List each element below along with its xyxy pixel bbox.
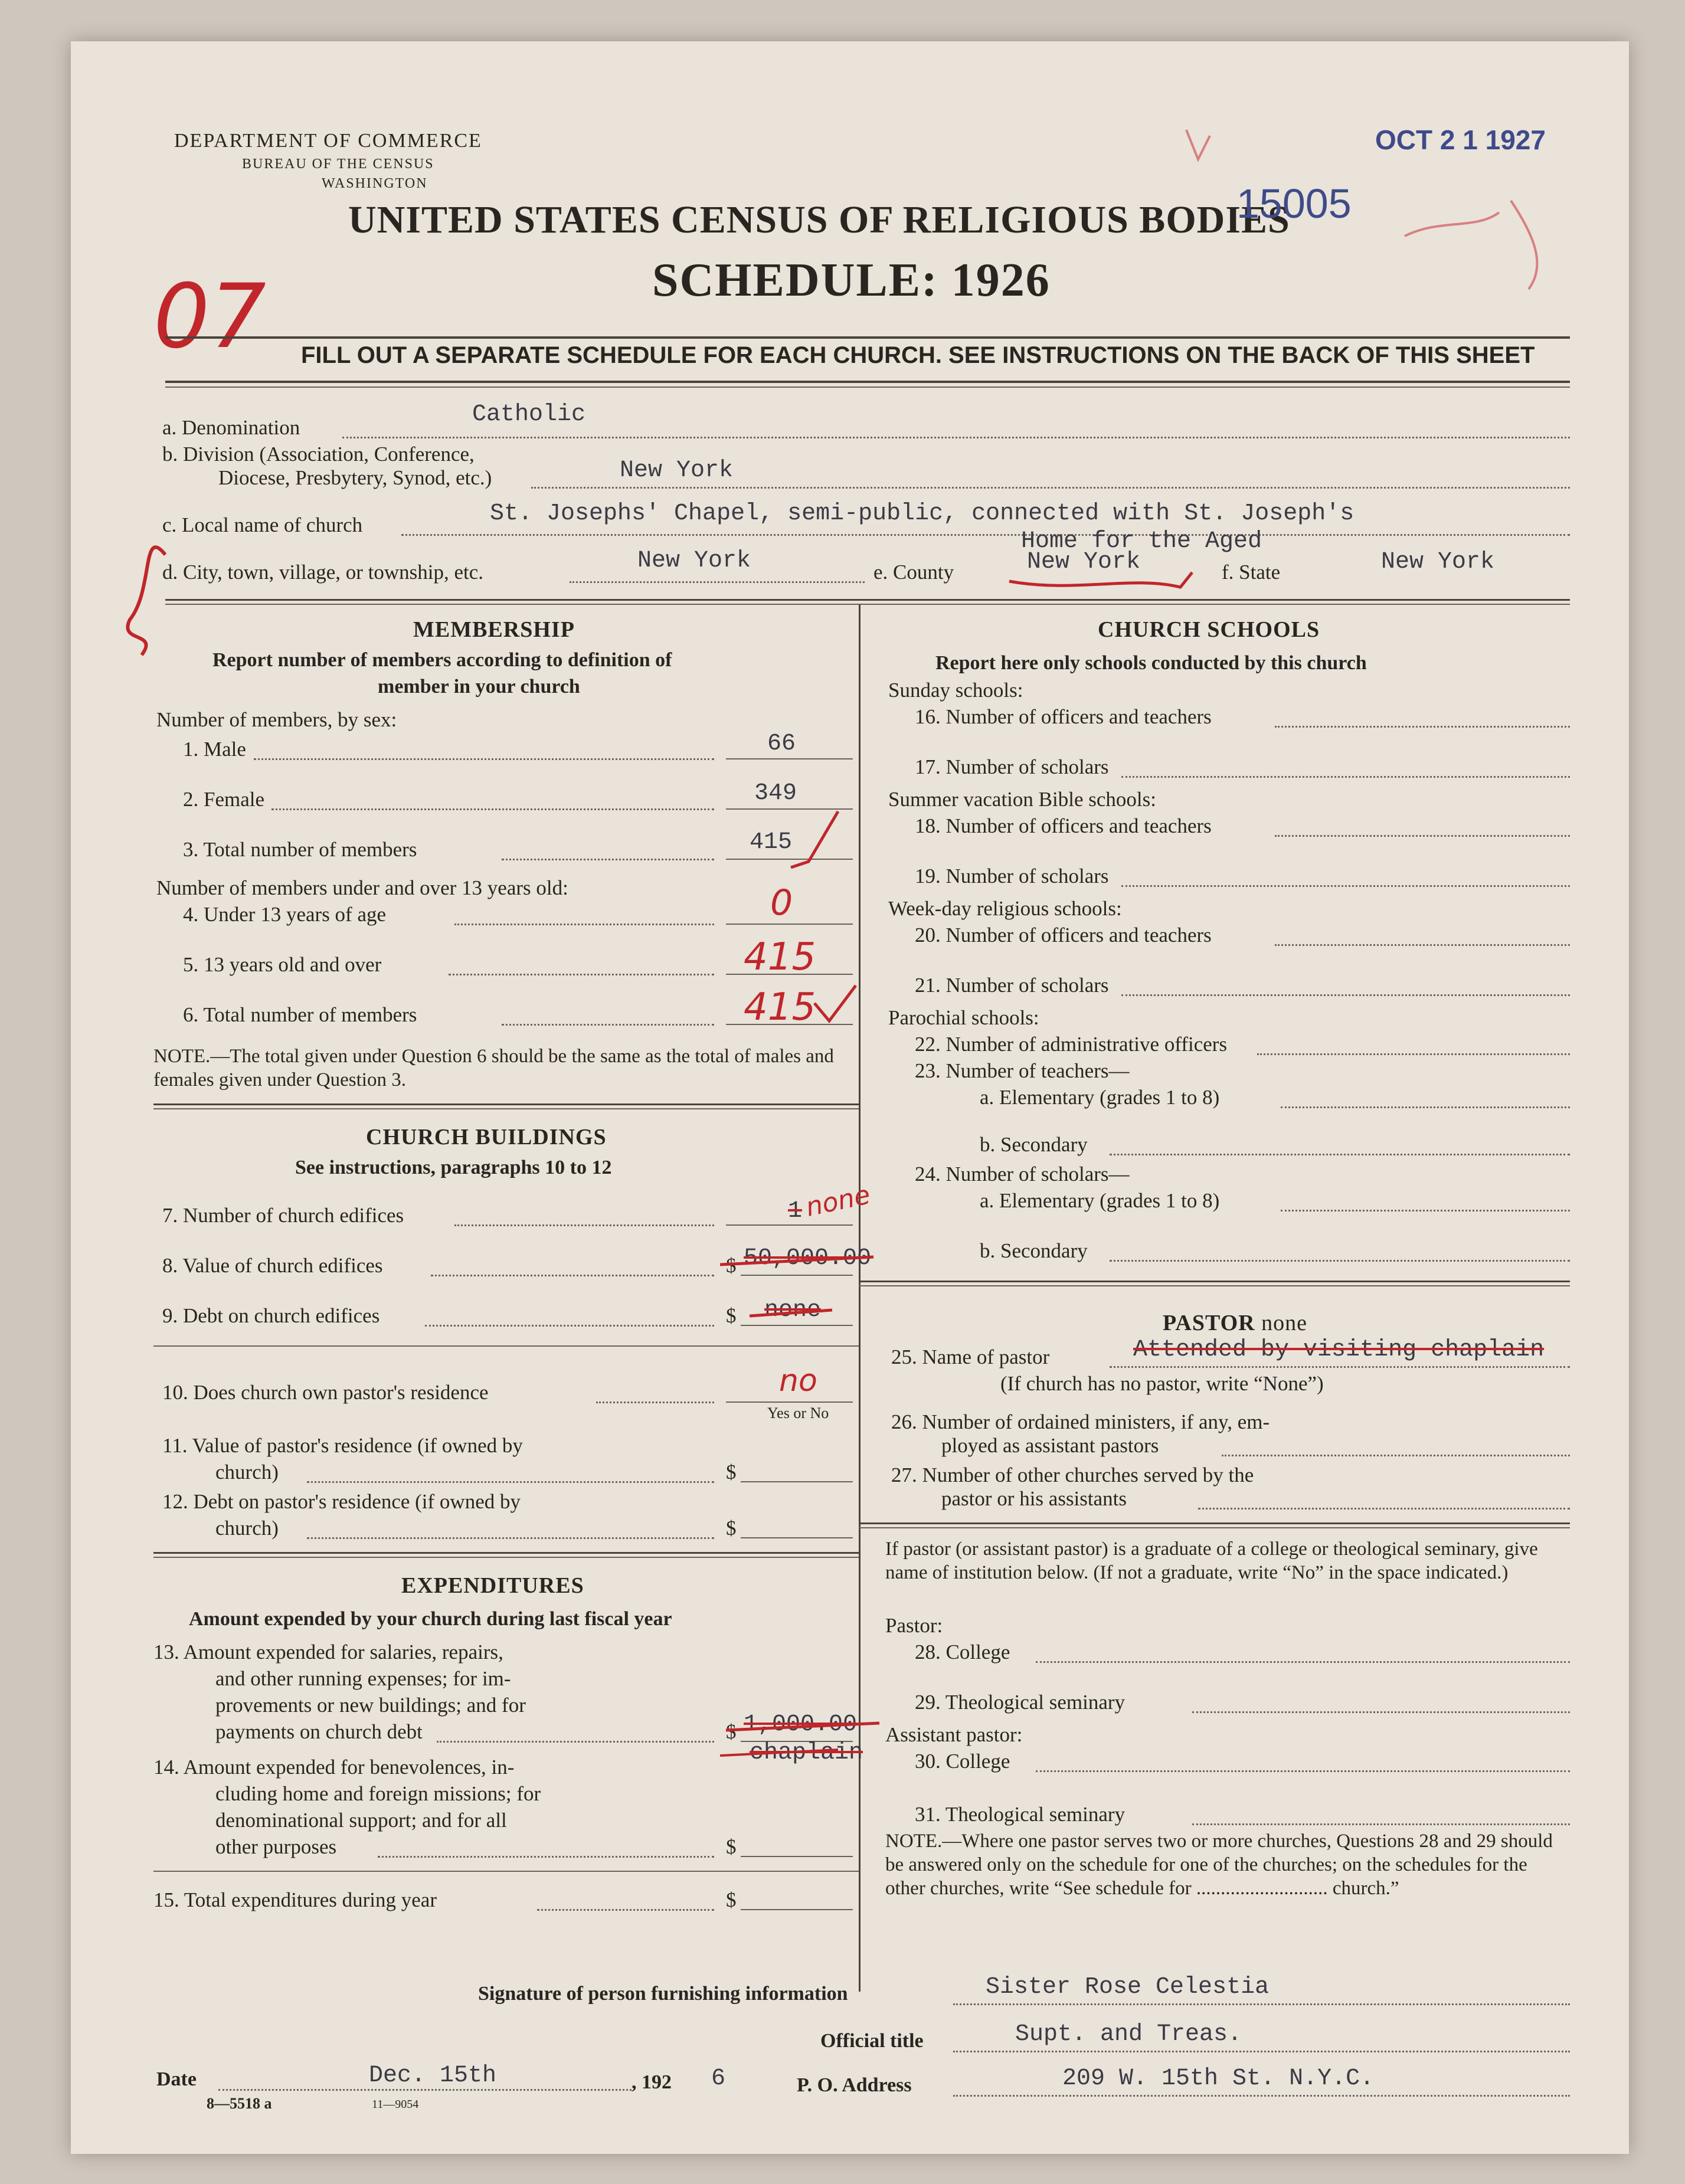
membership-intro-1: Report number of members according to definition of — [212, 649, 672, 671]
state-label: f. State — [1222, 561, 1281, 584]
answer-line — [741, 1275, 853, 1276]
dept-name: DEPARTMENT OF COMMERCE — [174, 130, 482, 152]
expenditures-sub: Amount expended by your church during last fiscal year — [189, 1608, 672, 1630]
column-divider — [859, 605, 861, 1992]
fill-line — [454, 924, 714, 925]
answer-line — [726, 1402, 853, 1403]
fill-line — [1110, 1154, 1570, 1155]
age-heading: Number of members under and over 13 years old: — [156, 876, 568, 899]
q14-label-3: denominational support; and for all — [215, 1809, 507, 1832]
summer-heading: Summer vacation Bible schools: — [888, 788, 1156, 811]
fill-line — [570, 581, 865, 583]
sunday-heading: Sunday schools: — [888, 679, 1023, 702]
city-label: d. City, town, village, or township, etc. — [162, 561, 484, 584]
pastor-title: PASTOR none — [1163, 1311, 1308, 1335]
fill-line — [1281, 1106, 1570, 1108]
q9-dollar: $ — [726, 1304, 737, 1327]
fill-line — [1198, 1508, 1570, 1510]
rule — [859, 1527, 1570, 1528]
file-number-stamp: 15005 — [1236, 181, 1352, 227]
q13-label-3: provements or new buildings; and for — [215, 1694, 526, 1717]
fill-line — [953, 2095, 1570, 2097]
yes-or-no-caption: Yes or No — [767, 1404, 829, 1422]
fill-line — [1110, 1366, 1570, 1368]
fill-line — [218, 2089, 632, 2091]
rule — [165, 604, 1570, 605]
fill-line — [454, 1224, 714, 1226]
q13-dollar: $ — [726, 1720, 737, 1743]
q2-label: 2. Female — [183, 788, 265, 811]
q14-label-4: other purposes — [215, 1835, 337, 1858]
q6-label: 6. Total number of members — [183, 1003, 417, 1026]
q25-value: Attended by visiting chaplain — [1133, 1337, 1545, 1363]
fill-line — [502, 859, 714, 860]
q4-value: 0 — [770, 882, 793, 924]
q10-value: no — [779, 1363, 817, 1399]
expenditures-title: EXPENDITURES — [401, 1573, 584, 1598]
fill-line — [1281, 1210, 1570, 1211]
q22-label: 22. Number of administrative officers — [915, 1033, 1228, 1056]
q8-value: 50,000.00 — [744, 1245, 872, 1272]
q27-label-1: 27. Number of other churches served by the — [891, 1463, 1254, 1486]
rule — [859, 1281, 1570, 1282]
q29-label: 29. Theological seminary — [915, 1691, 1125, 1714]
fill-line — [431, 1275, 714, 1276]
rule — [153, 1871, 859, 1872]
received-date-stamp: OCT 2 1 1927 — [1375, 125, 1546, 155]
q15-dollar: $ — [726, 1888, 737, 1911]
census-schedule-sheet — [71, 41, 1629, 2154]
fill-line — [1121, 776, 1570, 778]
fill-line — [1036, 1661, 1570, 1663]
graduate-instructions: If pastor (or assistant pastor) is a graduate of a college or theological seminary, give name of institution below. (If not a graduate, write “No” in the space indicated.) — [885, 1538, 1538, 1583]
rule — [165, 381, 1570, 383]
fill-line — [953, 2003, 1570, 2005]
q9-label: 9. Debt on church edifices — [162, 1304, 380, 1327]
denomination-value: Catholic — [472, 401, 586, 428]
q17-label: 17. Number of scholars — [915, 755, 1109, 778]
q7-label: 7. Number of church edifices — [162, 1204, 404, 1227]
answer-line — [726, 758, 853, 759]
q13-value: 1,000.00 — [744, 1711, 858, 1738]
fill-line — [425, 1325, 714, 1327]
q23a-label: a. Elementary (grades 1 to 8) — [980, 1086, 1220, 1109]
checkmark-icon — [814, 985, 856, 1021]
year-prefix: , 192 — [632, 2071, 672, 2093]
answer-line — [741, 1325, 853, 1326]
division-value: New York — [620, 457, 734, 484]
q11-dollar: $ — [726, 1461, 737, 1484]
q15-label: 15. Total expenditures during year — [153, 1888, 437, 1911]
q26-label-1: 26. Number of ordained ministers, if any, em- — [891, 1410, 1270, 1433]
print-number: 11—9054 — [372, 2098, 419, 2111]
q3-label: 3. Total number of members — [183, 838, 417, 861]
form-title: UNITED STATES CENSUS OF RELIGIOUS BODIES — [348, 198, 1290, 241]
q28-label: 28. College — [915, 1641, 1010, 1664]
signature-value: Sister Rose Celestia — [986, 1974, 1270, 2000]
county-overtype: Home for the Aged — [1021, 528, 1262, 555]
answer-line — [741, 1481, 853, 1482]
year-digit: 6 — [711, 2065, 726, 2092]
q20-label: 20. Number of officers and teachers — [915, 924, 1212, 947]
fill-line — [307, 1537, 714, 1539]
church-name-label: c. Local name of church — [162, 513, 363, 536]
rule — [153, 1552, 859, 1554]
buildings-title: CHURCH BUILDINGS — [366, 1125, 607, 1150]
q8-dollar: $ — [726, 1254, 737, 1277]
official-title-value: Supt. and Treas. — [1015, 2021, 1242, 2048]
q19-label: 19. Number of scholars — [915, 865, 1109, 888]
rule — [859, 1522, 1570, 1524]
q13-label-4: payments on church debt — [215, 1720, 423, 1743]
q23b-label: b. Secondary — [980, 1133, 1088, 1156]
fill-line — [307, 1481, 714, 1483]
rule — [153, 1345, 859, 1347]
q14-label-2: cluding home and foreign missions; for — [215, 1782, 541, 1805]
date-value: Dec. 15th — [369, 2062, 497, 2089]
county-label: e. County — [873, 561, 954, 584]
date-label: Date — [156, 2068, 197, 2090]
county-value: New York — [1027, 549, 1141, 575]
fill-line — [1036, 1770, 1570, 1772]
fill-line — [342, 437, 1570, 438]
q13-label-1: 13. Amount expended for salaries, repairs, — [153, 1641, 503, 1664]
schools-title: CHURCH SCHOOLS — [1098, 617, 1320, 642]
q13-label-2: and other running expenses; for im- — [215, 1667, 511, 1690]
q31-label: 31. Theological seminary — [915, 1803, 1125, 1826]
pastor-note: NOTE.—Where one pastor serves two or more churches, Questions 28 and 29 should be answered only on the schedule for one of the churches; on the schedules for the other churches, write “See schedule for ........................... church.” — [885, 1831, 1553, 1899]
q14-label-1: 14. Amount expended for benevolences, in- — [153, 1756, 515, 1779]
fill-line — [271, 808, 714, 810]
by-sex-heading: Number of members, by sex: — [156, 708, 397, 731]
q16-label: 16. Number of officers and teachers — [915, 705, 1212, 728]
q24a-label: a. Elementary (grades 1 to 8) — [980, 1189, 1220, 1212]
q3-value: 415 — [750, 829, 793, 856]
schools-sub: Report here only schools conducted by this church — [935, 652, 1367, 674]
fill-line — [1222, 1455, 1570, 1456]
membership-title: MEMBERSHIP — [413, 617, 575, 642]
fill-line — [1257, 1053, 1570, 1055]
red-code-mark: 07 — [153, 266, 266, 368]
schedule-title: SCHEDULE: 1926 — [652, 254, 1051, 306]
official-title-label: Official title — [820, 2030, 924, 2052]
answer-line — [726, 924, 853, 925]
q6-value: 415 — [744, 985, 816, 1029]
pastor-heading: Pastor: — [885, 1614, 943, 1637]
q23-label: 23. Number of teachers— — [915, 1059, 1130, 1082]
fill-line — [1275, 944, 1570, 946]
rule — [165, 599, 1570, 601]
q30-label: 30. College — [915, 1750, 1010, 1773]
rule — [153, 1557, 859, 1558]
state-value: New York — [1381, 549, 1495, 575]
q24b-label: b. Secondary — [980, 1239, 1088, 1262]
q27-label-2: pastor or his assistants — [941, 1487, 1127, 1510]
weekday-heading: Week-day religious schools: — [888, 897, 1122, 920]
bureau-city: WASHINGTON — [322, 176, 428, 191]
fill-line — [596, 1402, 714, 1403]
q1-label: 1. Male — [183, 738, 246, 761]
fill-line — [449, 974, 714, 975]
q5-value: 415 — [744, 935, 816, 979]
answer-line — [741, 1537, 853, 1538]
fill-line — [502, 1024, 714, 1026]
fill-line — [1121, 994, 1570, 996]
fill-line — [1110, 1260, 1570, 1262]
q11-label-1: 11. Value of pastor's residence (if owned by — [162, 1434, 523, 1457]
rule — [165, 387, 1570, 388]
fill-line — [537, 1909, 714, 1911]
q25-label: 25. Name of pastor — [891, 1345, 1050, 1368]
instructions-bar: FILL OUT A SEPARATE SCHEDULE FOR EACH CHURCH. SEE INSTRUCTIONS ON THE BACK OF THIS SHEET — [301, 342, 1535, 368]
q1-value: 66 — [767, 731, 796, 757]
answer-line — [726, 808, 853, 810]
po-address-value: 209 W. 15th St. N.Y.C. — [1062, 2065, 1375, 2092]
po-address-label: P. O. Address — [797, 2074, 912, 2096]
fill-line — [437, 1741, 714, 1743]
q12-label-1: 12. Debt on pastor's residence (if owned by — [162, 1490, 521, 1513]
q14-dollar: $ — [726, 1835, 737, 1858]
parochial-heading: Parochial schools: — [888, 1006, 1039, 1029]
red-tick-mark — [1186, 130, 1210, 159]
fill-line — [401, 534, 1570, 536]
rule — [153, 1104, 859, 1105]
q24-label: 24. Number of scholars— — [915, 1163, 1130, 1186]
q26-label-2: ployed as assistant pastors — [941, 1434, 1159, 1457]
q13-note: chaplain — [750, 1740, 863, 1766]
fill-line — [1192, 1823, 1570, 1825]
answer-line — [726, 1224, 853, 1226]
answer-line — [741, 1909, 853, 1910]
q11-label-2: church) — [215, 1461, 279, 1484]
answer-line — [741, 1856, 853, 1857]
q9-value: none — [764, 1297, 822, 1324]
rule — [153, 1108, 859, 1109]
q25-note: (If church has no pastor, write “None”) — [1000, 1372, 1324, 1395]
red-initials-mark — [1405, 201, 1537, 289]
signature-label: Signature of person furnishing information — [478, 1983, 848, 2005]
buildings-sub: See instructions, paragraphs 10 to 12 — [295, 1157, 612, 1178]
assistant-heading: Assistant pastor: — [885, 1723, 1023, 1746]
denomination-label: a. Denomination — [162, 416, 300, 439]
q4-label: 4. Under 13 years of age — [183, 903, 387, 926]
q5-label: 5. 13 years old and over — [183, 953, 382, 976]
rule — [165, 336, 1570, 339]
form-number: 8—5518 a — [207, 2095, 272, 2112]
fill-line — [378, 1856, 714, 1858]
q12-dollar: $ — [726, 1517, 737, 1540]
fill-line — [1121, 885, 1570, 887]
answer-line — [726, 859, 853, 860]
church-name-value: St. Josephs' Chapel, semi-public, connected with St. Joseph's — [490, 500, 1354, 527]
q2-value: 349 — [754, 780, 797, 807]
city-value: New York — [637, 548, 751, 574]
fill-line — [1275, 835, 1570, 837]
fill-line — [254, 758, 714, 760]
bureau-name: BUREAU OF THE CENSUS — [242, 156, 434, 172]
q7-red-note: none — [803, 1180, 873, 1223]
fill-line — [953, 2051, 1570, 2052]
q12-label-2: church) — [215, 1517, 279, 1540]
q18-label: 18. Number of officers and teachers — [915, 814, 1212, 837]
fill-line — [1192, 1711, 1570, 1713]
membership-intro-2: member in your church — [378, 676, 580, 698]
q7-value: 1 — [788, 1198, 803, 1224]
q10-label: 10. Does church own pastor's residence — [162, 1381, 489, 1404]
division-label-2: Diocese, Presbytery, Synod, etc.) — [218, 466, 492, 489]
membership-note: NOTE.—The total given under Question 6 should be the same as the total of males and females given under Question 3. — [153, 1046, 834, 1091]
fill-line — [1275, 726, 1570, 728]
fill-line — [531, 487, 1570, 489]
rule — [859, 1285, 1570, 1286]
q8-label: 8. Value of church edifices — [162, 1254, 383, 1277]
q21-label: 21. Number of scholars — [915, 974, 1109, 997]
red-scribble-mark — [127, 547, 165, 655]
division-label-1: b. Division (Association, Conference, — [162, 443, 475, 466]
